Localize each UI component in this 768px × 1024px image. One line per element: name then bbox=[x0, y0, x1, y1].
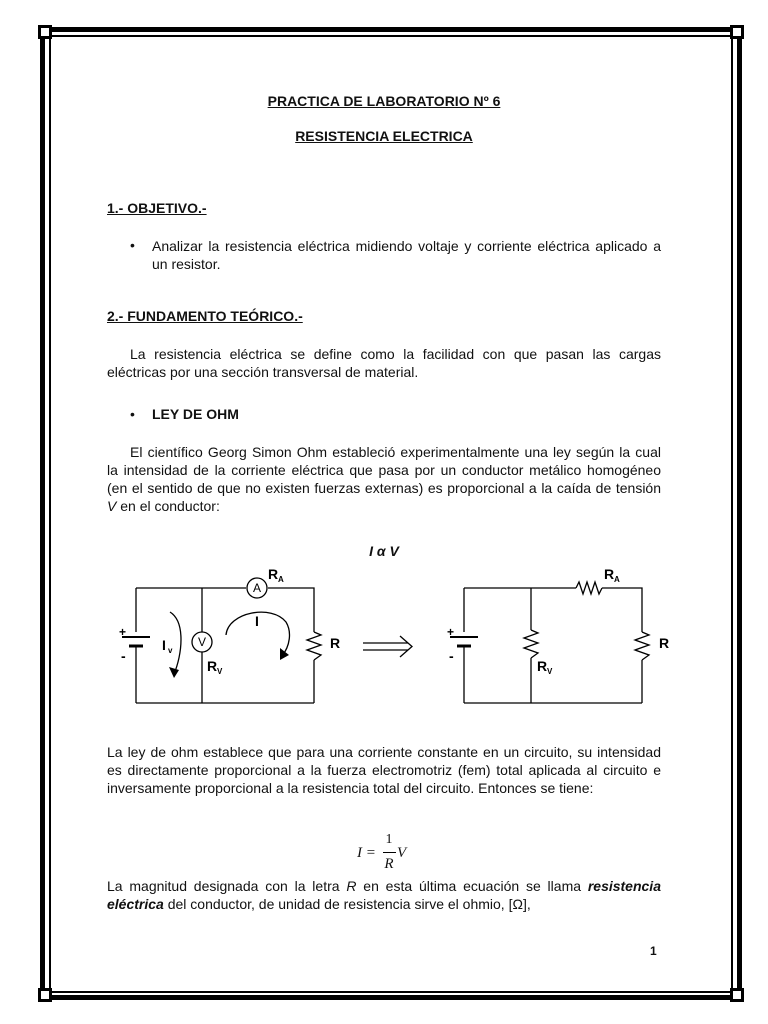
circuit-diagram bbox=[100, 560, 680, 720]
definition-paragraph: La resistencia eléctrica se define como la facilidad con que pasan las cargas eléctricas por una sección transversal de material. bbox=[107, 346, 661, 380]
current-arrowhead bbox=[280, 648, 289, 660]
label-ra-sub: A bbox=[278, 575, 284, 584]
border-corner bbox=[730, 988, 744, 1002]
border-corner bbox=[38, 25, 52, 39]
label-rv-sub: V bbox=[547, 667, 553, 676]
bullet-icon: • bbox=[130, 237, 135, 253]
ammeter-label: A bbox=[252, 581, 262, 595]
label-ra-sub: A bbox=[614, 575, 620, 584]
document-subtitle: RESISTENCIA ELECTRICA bbox=[295, 128, 473, 144]
label-iv-sub: v bbox=[168, 646, 173, 655]
equation-lhs: I = bbox=[357, 845, 376, 861]
equation-rhs: V bbox=[397, 845, 407, 861]
label-i: I bbox=[255, 613, 259, 629]
label-ra: R bbox=[268, 566, 279, 582]
label-rv: R bbox=[537, 658, 548, 674]
section-heading-objetivo: 1.- OBJETIVO.- bbox=[107, 200, 207, 216]
ohm-law-heading: LEY DE OHM bbox=[152, 406, 239, 422]
final-para-text-end: del conductor, de unidad de resistencia sirve el ohmio, [Ω], bbox=[163, 896, 531, 912]
ohm-paragraph-text: El científico Georg Simon Ohm estableció experimentalmente una ley según la cual la intensidad de la corriente eléctrica que pasa por un conductor metálico homogéneo (en el sentido de que no existen fuerzas externas) es proporcional a la caída de tensión bbox=[107, 444, 661, 496]
ohm-law-explanation: La ley de ohm establece que para una corriente constante en un circuito, su intensidad es directamente proporcional a la fuerza electromotriz (fem) total aplicada al circuito e inversamente proporcional a la resistencia total del circuito. Entonces se tiene: bbox=[107, 744, 661, 796]
ohm-paragraph-end: en el conductor: bbox=[116, 498, 220, 514]
final-para-term: resistencia eléctrica bbox=[107, 878, 661, 912]
equation-denominator: R bbox=[384, 856, 394, 872]
battery-minus-label: - bbox=[121, 648, 126, 664]
final-para-text-mid: en esta última ecuación se llama bbox=[356, 878, 588, 894]
resistance-definition-paragraph bbox=[107, 877, 661, 913]
border-corner bbox=[38, 988, 52, 1002]
final-para-variable: R bbox=[346, 878, 357, 894]
label-ra: R bbox=[604, 566, 615, 582]
label-rv: R bbox=[207, 658, 218, 674]
page-number: 1 bbox=[650, 944, 657, 958]
current-arrowhead bbox=[169, 667, 179, 678]
label-r: R bbox=[330, 635, 341, 651]
label-iv: I bbox=[162, 637, 166, 653]
objective-text: Analizar la resistencia eléctrica midiendo voltaje y corriente eléctrica aplicado a un resistor. bbox=[152, 238, 661, 272]
label-rv-sub: V bbox=[217, 667, 223, 676]
battery-plus-label: + bbox=[119, 625, 127, 639]
final-para-text: La magnitud designada con la letra bbox=[107, 878, 347, 894]
section-heading-fundamento: 2.- FUNDAMENTO TEÓRICO.- bbox=[107, 308, 303, 324]
battery-minus-label: - bbox=[449, 648, 454, 664]
ohm-paragraph-variable: V bbox=[107, 498, 117, 514]
fraction-bar bbox=[383, 852, 396, 853]
battery-plus-label: + bbox=[447, 625, 455, 639]
equation-numerator: 1 bbox=[385, 832, 393, 847]
voltmeter-label: V bbox=[197, 635, 207, 649]
label-r: R bbox=[659, 635, 670, 651]
ohm-paragraph bbox=[107, 443, 661, 515]
bullet-icon: • bbox=[130, 406, 135, 422]
border-corner bbox=[730, 25, 744, 39]
proportionality-relation: I α V bbox=[369, 543, 399, 559]
document-title: PRACTICA DE LABORATORIO Nº 6 bbox=[267, 93, 501, 109]
